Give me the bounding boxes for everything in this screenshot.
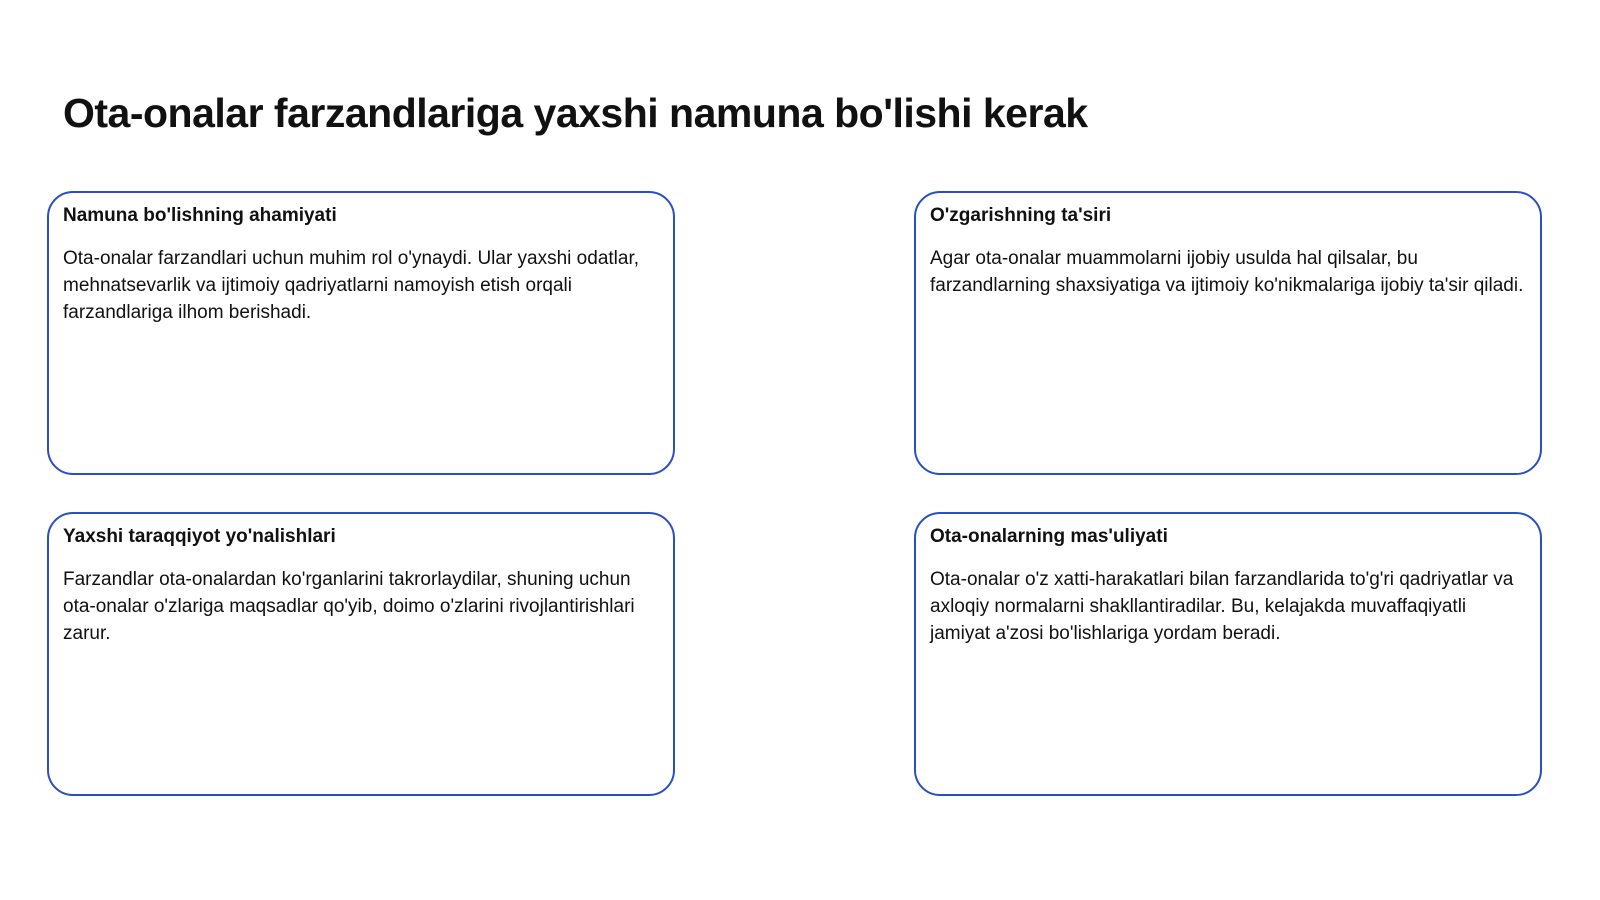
card-heading: Yaxshi taraqqiyot yo'nalishlari — [63, 526, 336, 547]
card-text: Ota-onalar farzandlari uchun muhim rol o'ynaydi. Ular yaxshi odatlar, mehnatsevarlik va ijtimoiy qadriyatlarni namoyish etish orqali farzandlariga ilhom berishadi. — [63, 248, 640, 323]
card-heading: Namuna bo'lishning ahamiyati — [63, 205, 337, 226]
slide-title: Ota-onalar farzandlariga yaxshi namuna bo'lishi kerak — [63, 90, 1088, 136]
card-heading: Ota-onalarning mas'uliyati — [930, 526, 1168, 547]
card-heading: O'zgarishning ta'siri — [930, 205, 1112, 226]
card-development-directions — [47, 512, 675, 796]
card-text: Agar ota-onalar muammolarni ijobiy usulda hal qilsalar, bu farzandlarning shaxsiyatiga va ijtimoiy ko'nikmalariga ijobiy ta'sir qiladi. — [930, 248, 1524, 296]
card-role-model-importance — [47, 191, 675, 475]
card-text: Farzandlar ota-onalardan ko'rganlarini takrorlaydilar, shuning uchun ota-onalar o'zlariga maqsadlar qo'yib, doimo o'zlarini rivojlantirishlari zarur. — [63, 569, 635, 644]
card-text: Ota-onalar o'z xatti-harakatlari bilan farzandlarida to'g'ri qadriyatlar va axloqiy normalarni shakllantiradilar. Bu, kelajakda muvaffaqiyatli jamiyat a'zosi bo'lishlariga yordam beradi. — [930, 569, 1514, 644]
card-parental-responsibility — [914, 512, 1542, 796]
card-impact-of-change — [914, 191, 1542, 475]
